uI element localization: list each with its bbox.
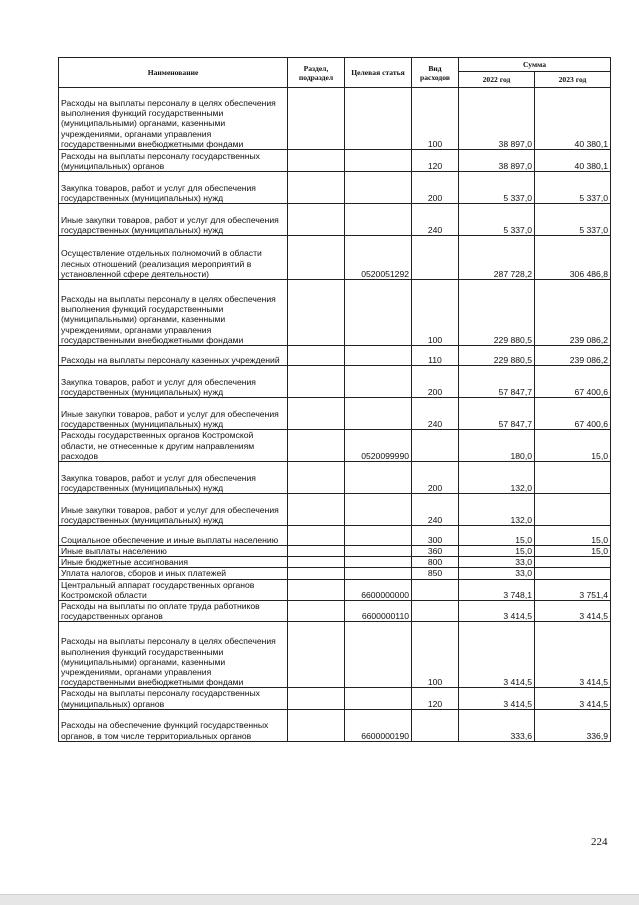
row-article-cell	[345, 366, 412, 398]
row-type-cell: 240	[412, 204, 459, 236]
table-row	[59, 546, 611, 557]
row-2023-cell	[535, 568, 611, 579]
row-2022-cell: 15,0	[459, 546, 535, 557]
row-article-cell	[345, 568, 412, 579]
table-row	[59, 709, 611, 741]
row-type-cell	[412, 430, 459, 462]
row-article-cell	[345, 526, 412, 546]
row-type-cell: 100	[412, 280, 459, 346]
row-type-cell: 120	[412, 688, 459, 709]
row-2022-cell: 229 880,5	[459, 346, 535, 366]
row-2022-cell: 57 847,7	[459, 366, 535, 398]
row-article-cell	[345, 494, 412, 526]
row-type-cell: 360	[412, 546, 459, 557]
row-article-cell	[345, 204, 412, 236]
row-type-cell: 300	[412, 526, 459, 546]
row-article-cell	[345, 346, 412, 366]
row-2023-cell: 5 337,0	[535, 172, 611, 204]
row-section-cell	[288, 579, 345, 600]
row-name-cell: Центральный аппарат государственных органов Костромской области	[59, 579, 288, 600]
row-section-cell	[288, 88, 345, 150]
row-section-cell	[288, 526, 345, 546]
row-section-cell	[288, 462, 345, 494]
row-name-cell: Расходы на обеспечение функций государственных органов, в том числе территориальных органов	[59, 709, 288, 741]
row-name-cell: Иные закупки товаров, работ и услуг для обеспечения государственных (муниципальных) нужд	[59, 494, 288, 526]
row-2022-cell: 333,6	[459, 709, 535, 741]
row-article-cell	[345, 546, 412, 557]
table-row	[59, 557, 611, 568]
row-2022-cell: 3 414,5	[459, 688, 535, 709]
row-2023-cell: 15,0	[535, 526, 611, 546]
row-2022-cell: 3 414,5	[459, 601, 535, 622]
row-name-cell: Закупка товаров, работ и услуг для обеспечения государственных (муниципальных) нужд	[59, 462, 288, 494]
row-2022-cell: 33,0	[459, 568, 535, 579]
row-section-cell	[288, 622, 345, 688]
row-2022-cell: 287 728,2	[459, 236, 535, 280]
row-2022-cell: 5 337,0	[459, 172, 535, 204]
row-type-cell: 100	[412, 88, 459, 150]
row-section-cell	[288, 430, 345, 462]
header-name: Наименование	[59, 58, 288, 88]
row-name-cell: Расходы на выплаты персоналу казенных учреждений	[59, 346, 288, 366]
row-article-cell	[345, 462, 412, 494]
table-row	[59, 462, 611, 494]
row-2022-cell: 33,0	[459, 557, 535, 568]
row-type-cell: 800	[412, 557, 459, 568]
row-name-cell: Расходы на выплаты персоналу в целях обеспечения выполнения функций государственными (муниципальными) органами, казенными учреждениями, органами управления государственными внебюджетными фондами	[59, 88, 288, 150]
row-name-cell: Закупка товаров, работ и услуг для обеспечения государственных (муниципальных) нужд	[59, 366, 288, 398]
row-type-cell	[412, 601, 459, 622]
header-year-2023: 2023 год	[535, 72, 611, 88]
row-type-cell: 110	[412, 346, 459, 366]
row-article-cell	[345, 398, 412, 430]
row-2023-cell: 3 414,5	[535, 622, 611, 688]
row-2023-cell: 5 337,0	[535, 204, 611, 236]
row-section-cell	[288, 280, 345, 346]
table-row	[59, 172, 611, 204]
table-row	[59, 88, 611, 150]
row-2022-cell: 229 880,5	[459, 280, 535, 346]
row-section-cell	[288, 557, 345, 568]
table-row	[59, 150, 611, 172]
row-section-cell	[288, 366, 345, 398]
row-type-cell: 200	[412, 462, 459, 494]
row-name-cell: Расходы на выплаты персоналу в целях обеспечения выполнения функций государственными (муниципальными) органами, казенными учреждениями, органами управления государственными внебюджетными фондами	[59, 622, 288, 688]
row-section-cell	[288, 398, 345, 430]
row-section-cell	[288, 204, 345, 236]
table-row	[59, 494, 611, 526]
row-type-cell: 200	[412, 172, 459, 204]
row-article-cell	[345, 172, 412, 204]
row-section-cell	[288, 172, 345, 204]
row-article-cell	[345, 88, 412, 150]
row-2023-cell: 306 486,8	[535, 236, 611, 280]
row-name-cell: Расходы на выплаты по оплате труда работников государственных органов	[59, 601, 288, 622]
page-bottom-edge	[0, 894, 639, 905]
row-type-cell: 120	[412, 150, 459, 172]
row-name-cell: Уплата налогов, сборов и иных платежей	[59, 568, 288, 579]
table-row	[59, 688, 611, 709]
row-article-cell: 0520099990	[345, 430, 412, 462]
row-section-cell	[288, 546, 345, 557]
header-type: Вид расходов	[412, 58, 459, 88]
row-2022-cell: 3 748,1	[459, 579, 535, 600]
row-article-cell	[345, 150, 412, 172]
table-row	[59, 430, 611, 462]
row-name-cell: Иные выплаты населению	[59, 546, 288, 557]
table-row	[59, 601, 611, 622]
row-article-cell	[345, 557, 412, 568]
row-2022-cell: 132,0	[459, 494, 535, 526]
row-2023-cell: 239 086,2	[535, 346, 611, 366]
row-type-cell	[412, 236, 459, 280]
row-article-cell: 6600000000	[345, 579, 412, 600]
row-name-cell: Расходы государственных органов Костромской области, не отнесенные к другим направлениям расходов	[59, 430, 288, 462]
table-row	[59, 366, 611, 398]
row-type-cell	[412, 579, 459, 600]
row-name-cell: Расходы на выплаты персоналу в целях обеспечения выполнения функций государственными (муниципальными) органами, казенными учреждениями, органами управления государственными внебюджетными фондами	[59, 280, 288, 346]
row-type-cell	[412, 709, 459, 741]
row-section-cell	[288, 601, 345, 622]
row-type-cell: 200	[412, 366, 459, 398]
row-name-cell: Осуществление отдельных полномочий в области лесных отношений (реализация мероприятий в установленной сфере деятельности)	[59, 236, 288, 280]
row-2022-cell: 5 337,0	[459, 204, 535, 236]
row-type-cell: 240	[412, 494, 459, 526]
row-section-cell	[288, 494, 345, 526]
row-2023-cell: 40 380,1	[535, 88, 611, 150]
row-name-cell: Закупка товаров, работ и услуг для обеспечения государственных (муниципальных) нужд	[59, 172, 288, 204]
table-header	[59, 58, 611, 88]
budget-table	[58, 57, 611, 742]
row-section-cell	[288, 236, 345, 280]
row-name-cell: Иные бюджетные ассигнования	[59, 557, 288, 568]
table-row	[59, 236, 611, 280]
row-article-cell: 0520051292	[345, 236, 412, 280]
row-name-cell: Социальное обеспечение и иные выплаты населению	[59, 526, 288, 546]
row-type-cell: 850	[412, 568, 459, 579]
row-2023-cell	[535, 557, 611, 568]
row-2023-cell: 3 751,4	[535, 579, 611, 600]
row-name-cell: Расходы на выплаты персоналу государственных (муниципальных) органов	[59, 688, 288, 709]
row-2023-cell: 67 400,6	[535, 366, 611, 398]
row-2022-cell: 132,0	[459, 462, 535, 494]
row-article-cell: 6600000190	[345, 709, 412, 741]
table-row	[59, 568, 611, 579]
row-2023-cell: 15,0	[535, 430, 611, 462]
row-name-cell: Расходы на выплаты персоналу государственных (муниципальных) органов	[59, 150, 288, 172]
table-row	[59, 398, 611, 430]
header-year-2022: 2022 год	[459, 72, 535, 88]
row-section-cell	[288, 568, 345, 579]
table-row	[59, 579, 611, 600]
row-2022-cell: 15,0	[459, 526, 535, 546]
row-name-cell: Иные закупки товаров, работ и услуг для обеспечения государственных (муниципальных) нужд	[59, 204, 288, 236]
row-2023-cell: 3 414,5	[535, 601, 611, 622]
row-2022-cell: 38 897,0	[459, 150, 535, 172]
header-article: Целевая статья	[345, 58, 412, 88]
row-article-cell	[345, 688, 412, 709]
table-row	[59, 526, 611, 546]
row-article-cell: 6600000110	[345, 601, 412, 622]
table-row	[59, 280, 611, 346]
row-section-cell	[288, 709, 345, 741]
table-row	[59, 622, 611, 688]
row-2023-cell: 40 380,1	[535, 150, 611, 172]
row-2023-cell	[535, 494, 611, 526]
row-section-cell	[288, 688, 345, 709]
row-2023-cell: 3 414,5	[535, 688, 611, 709]
row-article-cell	[345, 280, 412, 346]
row-2023-cell: 239 086,2	[535, 280, 611, 346]
table-row	[59, 204, 611, 236]
row-article-cell	[345, 622, 412, 688]
header-sum: Сумма	[459, 58, 611, 72]
row-2022-cell: 38 897,0	[459, 88, 535, 150]
row-name-cell: Иные закупки товаров, работ и услуг для обеспечения государственных (муниципальных) нужд	[59, 398, 288, 430]
row-2022-cell: 180,0	[459, 430, 535, 462]
row-2023-cell	[535, 462, 611, 494]
row-section-cell	[288, 150, 345, 172]
page-number: 224	[591, 836, 608, 848]
row-2023-cell: 67 400,6	[535, 398, 611, 430]
row-2023-cell: 336,9	[535, 709, 611, 741]
table-body	[59, 88, 611, 742]
row-type-cell: 100	[412, 622, 459, 688]
row-section-cell	[288, 346, 345, 366]
table-row	[59, 346, 611, 366]
row-2023-cell: 15,0	[535, 546, 611, 557]
row-2022-cell: 57 847,7	[459, 398, 535, 430]
header-section: Раздел, подраздел	[288, 58, 345, 88]
row-type-cell: 240	[412, 398, 459, 430]
row-2022-cell: 3 414,5	[459, 622, 535, 688]
